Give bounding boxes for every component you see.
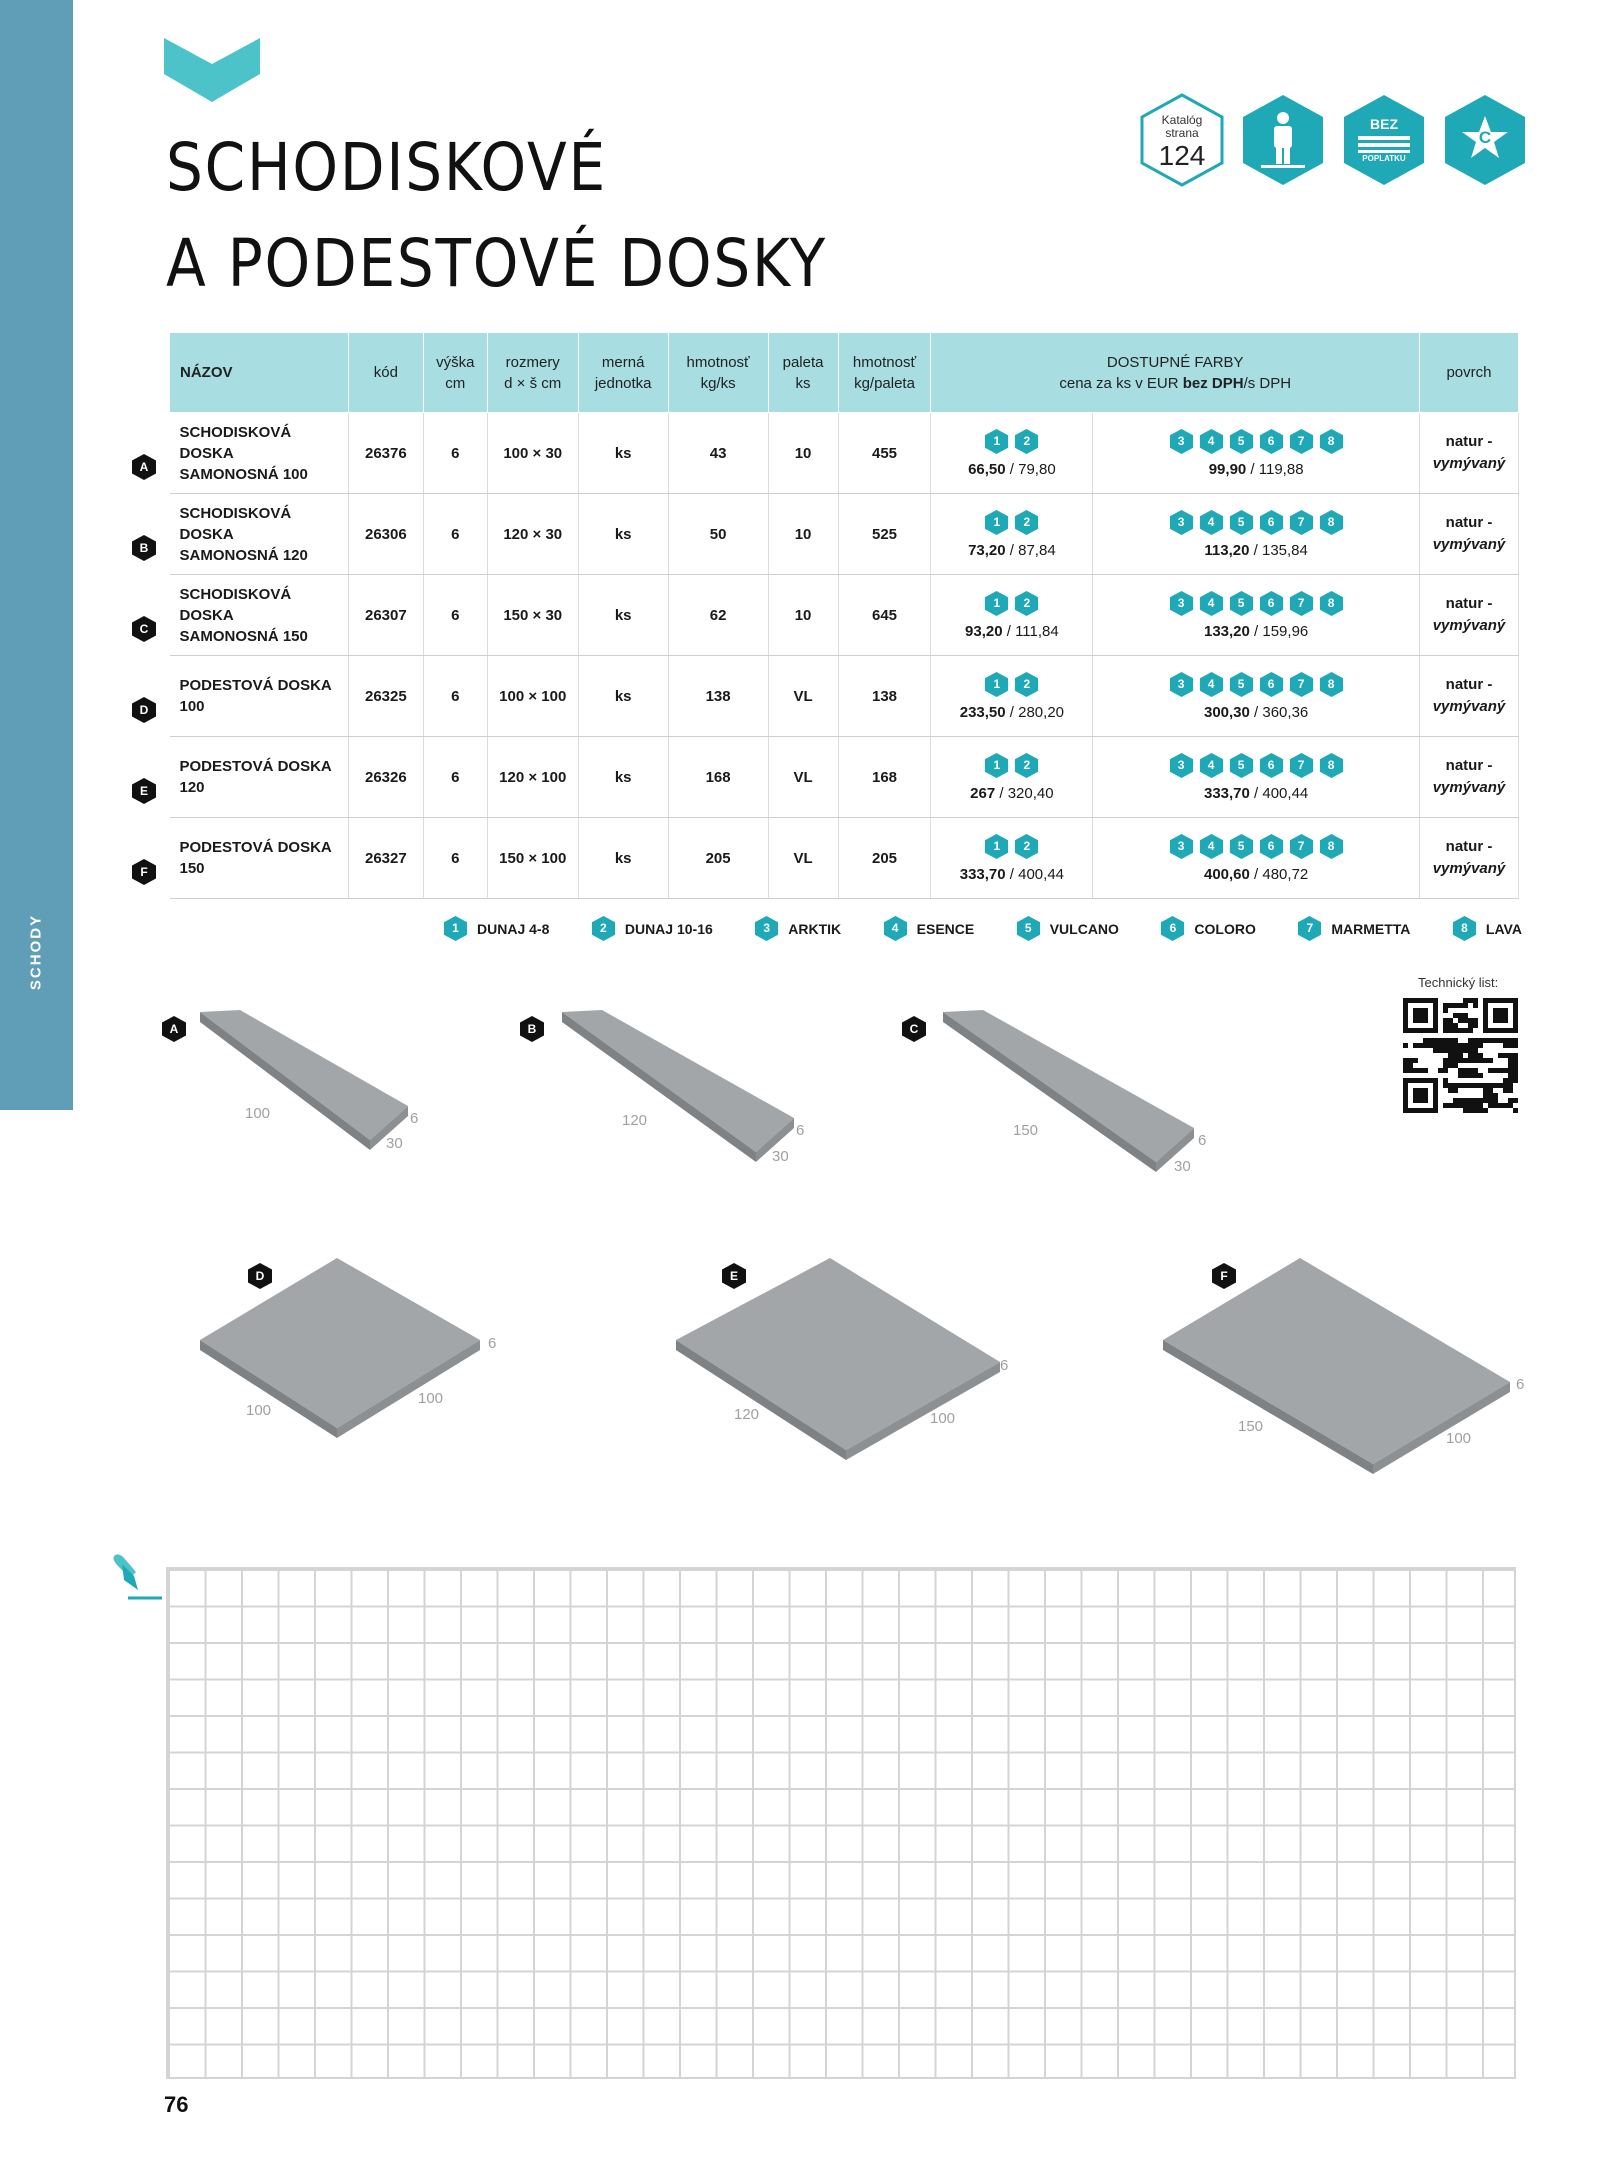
header-colors-1: DOSTUPNÉ FARBY [1106, 353, 1244, 371]
catalog-label: Katalóg strana [1161, 113, 1203, 140]
color-swatch-icon: 1 [983, 833, 1010, 860]
color-swatch-icon: 1 [983, 671, 1010, 698]
legend-swatch-icon: 6 [1159, 915, 1186, 942]
cell-pallet-weight: 205 [838, 818, 931, 899]
cell-unit: ks [578, 494, 668, 575]
color-swatch-icon: 8 [1318, 509, 1345, 536]
cell-code: 26327 [348, 818, 423, 899]
color-swatch-icon: 5 [1228, 509, 1255, 536]
cell-height: 6 [423, 737, 487, 818]
cell-unit: ks [578, 656, 668, 737]
cell-pallet-weight: 645 [838, 575, 931, 656]
drawing-letter-badge: F [1210, 1262, 1238, 1290]
color-swatch-icon: 3 [1168, 833, 1195, 860]
cell-size: 150 × 30 [487, 575, 578, 656]
row-letter-badge: C [130, 615, 158, 643]
row-letter-badge: B [130, 534, 158, 562]
cell-name: PODESTOVÁ DOSKA 150 [170, 818, 349, 899]
dim-length: 150 [1013, 1122, 1039, 1139]
color-swatch-icon: 4 [1198, 752, 1225, 779]
header-pallet-2: ks [795, 374, 811, 392]
side-tab-label: SCHODY [27, 913, 45, 991]
title-line-2: A PODESTOVÉ DOSKY [166, 225, 828, 302]
color-swatch-icon: 7 [1288, 671, 1315, 698]
color-swatch-icon: 2 [1013, 428, 1040, 455]
cell-pallet: VL [768, 818, 838, 899]
color-swatch-icon: 7 [1288, 752, 1315, 779]
cell-surface: natur - vymývaný [1419, 413, 1518, 494]
color-swatch-icon: 2 [1013, 671, 1040, 698]
cell-price-group-a: 1 2 93,20 / 111,84 [931, 575, 1093, 656]
cell-surface: natur - vymývaný [1419, 575, 1518, 656]
color-swatch-icon: 1 [983, 428, 1010, 455]
color-swatch-icon: 7 [1288, 428, 1315, 455]
header-colors-2a: cena za ks v EUR [1059, 374, 1183, 392]
star-letter: C [1478, 128, 1492, 147]
cell-size: 120 × 100 [487, 737, 578, 818]
cell-weight: 205 [668, 818, 768, 899]
color-swatch-icon: 5 [1228, 833, 1255, 860]
color-swatch-icon: 2 [1013, 752, 1040, 779]
cell-name: PODESTOVÁ DOSKA 120 [170, 737, 349, 818]
color-swatch-icon: 3 [1168, 752, 1195, 779]
header-pw-2: kg/paleta [854, 374, 915, 392]
dim-height: 6 [1516, 1376, 1525, 1393]
color-swatch-icon: 3 [1168, 428, 1195, 455]
dim-depth: 30 [386, 1135, 403, 1152]
color-swatch-icon: 6 [1258, 833, 1285, 860]
drawing-letter-badge: E [720, 1262, 748, 1290]
dim-depth: 100 [418, 1390, 444, 1407]
title-line-1: SCHODISKOVÉ [166, 129, 607, 206]
dim-depth: 30 [1174, 1158, 1191, 1175]
drawing-letter-badge: D [246, 1262, 274, 1290]
dim-length: 100 [246, 1402, 272, 1419]
color-swatch-icon: 6 [1258, 428, 1285, 455]
cell-name: SCHODISKOVÁ DOSKA SAMONOSNÁ 150 [170, 575, 349, 656]
cell-size: 120 × 30 [487, 494, 578, 575]
cell-weight: 62 [668, 575, 768, 656]
legend-label: ARKTIK [788, 920, 842, 937]
color-swatch-icon: 3 [1168, 509, 1195, 536]
cell-price-group-a: 1 2 333,70 / 400,44 [931, 818, 1093, 899]
legend-swatch-icon: 2 [590, 915, 617, 942]
cell-unit: ks [578, 575, 668, 656]
color-swatch-icon: 5 [1228, 752, 1255, 779]
cell-unit: ks [578, 818, 668, 899]
cell-height: 6 [423, 656, 487, 737]
header-surface: povrch [1419, 333, 1518, 413]
dim-height: 6 [796, 1122, 805, 1139]
color-swatch-icon: 4 [1198, 428, 1225, 455]
color-swatch-icon: 5 [1228, 590, 1255, 617]
color-swatch-icon: 1 [983, 590, 1010, 617]
legend-label: MARMETTA [1331, 920, 1411, 937]
dim-length: 100 [245, 1105, 271, 1122]
cell-price-group-a: 1 2 267 / 320,40 [931, 737, 1093, 818]
cell-weight: 138 [668, 656, 768, 737]
cell-price-group-b: 3 4 5 6 7 8 333,70 / 400,44 [1093, 737, 1420, 818]
cell-unit: ks [578, 413, 668, 494]
cell-size: 150 × 100 [487, 818, 578, 899]
cell-pallet: 10 [768, 413, 838, 494]
cell-code: 26326 [348, 737, 423, 818]
cell-surface: natur - vymývaný [1419, 656, 1518, 737]
color-swatch-icon: 1 [983, 509, 1010, 536]
cell-name: SCHODISKOVÁ DOSKA SAMONOSNÁ 120 [170, 494, 349, 575]
cell-pallet: VL [768, 737, 838, 818]
cell-pallet-weight: 455 [838, 413, 931, 494]
cell-code: 26325 [348, 656, 423, 737]
dim-height: 6 [488, 1335, 497, 1352]
color-swatch-icon: 3 [1168, 590, 1195, 617]
cell-weight: 50 [668, 494, 768, 575]
color-swatch-icon: 4 [1198, 509, 1225, 536]
color-swatch-icon: 8 [1318, 752, 1345, 779]
cell-height: 6 [423, 494, 487, 575]
color-swatch-icon: 2 [1013, 833, 1040, 860]
cell-height: 6 [423, 575, 487, 656]
cell-code: 26306 [348, 494, 423, 575]
cell-price-group-a: 1 2 73,20 / 87,84 [931, 494, 1093, 575]
header-unit-1: merná [601, 353, 645, 371]
color-swatch-icon: 2 [1013, 590, 1040, 617]
cell-pallet: VL [768, 656, 838, 737]
header-weight-1: hmotnosť [686, 353, 750, 371]
color-swatch-icon: 6 [1258, 752, 1285, 779]
legend-label: VULCANO [1049, 920, 1119, 937]
color-swatch-icon: 1 [983, 752, 1010, 779]
free-bottom-label: POPLATKU [1362, 154, 1406, 163]
color-swatch-icon: 4 [1198, 833, 1225, 860]
color-swatch-icon: 7 [1288, 833, 1315, 860]
drawing-letter-badge: C [900, 1015, 928, 1043]
cell-height: 6 [423, 413, 487, 494]
header-weight-2: kg/ks [700, 374, 736, 392]
drawing-letter-badge: B [518, 1015, 546, 1043]
header-name: NÁZOV [170, 333, 349, 413]
cell-name: PODESTOVÁ DOSKA 100 [170, 656, 349, 737]
legend-label: LAVA [1485, 920, 1522, 937]
color-swatch-icon: 7 [1288, 590, 1315, 617]
row-letter-badge: D [130, 696, 158, 724]
header-pallet-1: paleta [782, 353, 824, 371]
header-height: výška cm [423, 333, 487, 413]
cell-height: 6 [423, 818, 487, 899]
cell-price-group-b: 3 4 5 6 7 8 300,30 / 360,36 [1093, 656, 1420, 737]
header-size-2: d × š cm [504, 374, 562, 392]
cell-surface: natur - vymývaný [1419, 737, 1518, 818]
color-swatch-icon: 5 [1228, 428, 1255, 455]
dim-depth: 30 [772, 1148, 789, 1165]
qr-label: Technický list: [1418, 975, 1499, 990]
cell-size: 100 × 100 [487, 656, 578, 737]
page-number: 76 [164, 2092, 189, 2117]
color-swatch-icon: 8 [1318, 671, 1345, 698]
legend-swatch-icon: 8 [1451, 915, 1478, 942]
drawing-letter-badge: A [160, 1015, 188, 1043]
color-swatch-icon: 6 [1258, 509, 1285, 536]
legend-swatch-icon: 1 [442, 915, 469, 942]
cell-price-group-b: 3 4 5 6 7 8 99,90 / 119,88 [1093, 413, 1420, 494]
notes-grid [166, 1567, 1516, 2079]
cell-pallet-weight: 138 [838, 656, 931, 737]
cell-code: 26376 [348, 413, 423, 494]
dim-height: 6 [410, 1110, 419, 1127]
color-swatch-icon: 6 [1258, 671, 1285, 698]
color-swatch-icon: 5 [1228, 671, 1255, 698]
header-colors-2c: /s DPH [1243, 374, 1292, 392]
dim-height: 6 [1198, 1132, 1207, 1149]
cell-price-group-a: 1 2 233,50 / 280,20 [931, 656, 1093, 737]
cell-price-group-b: 3 4 5 6 7 8 400,60 / 480,72 [1093, 818, 1420, 899]
color-swatch-icon: 4 [1198, 590, 1225, 617]
catalog-page-number: 124 [1158, 140, 1206, 171]
dim-height: 6 [1000, 1357, 1009, 1374]
cell-unit: ks [578, 737, 668, 818]
dim-depth: 100 [1446, 1430, 1472, 1447]
cell-pallet-weight: 525 [838, 494, 931, 575]
legend-label: DUNAJ 10-16 [624, 920, 713, 937]
color-swatch-icon: 3 [1168, 671, 1195, 698]
cell-price-group-b: 3 4 5 6 7 8 113,20 / 135,84 [1093, 494, 1420, 575]
cell-weight: 43 [668, 413, 768, 494]
cell-surface: natur - vymývaný [1419, 494, 1518, 575]
cell-pallet: 10 [768, 494, 838, 575]
header-unit-2: jednotka [594, 374, 652, 392]
legend-label: DUNAJ 4-8 [477, 920, 550, 937]
cell-surface: natur - vymývaný [1419, 818, 1518, 899]
header-pw-1: hmotnosť [852, 353, 917, 371]
color-swatch-icon: 7 [1288, 509, 1315, 536]
dim-length: 120 [622, 1112, 648, 1129]
cell-name: SCHODISKOVÁ DOSKA SAMONOSNÁ 100 [170, 413, 349, 494]
dim-length: 120 [734, 1406, 760, 1423]
legend-label: COLORO [1194, 920, 1256, 937]
cell-price-group-a: 1 2 66,50 / 79,80 [931, 413, 1093, 494]
cell-size: 100 × 30 [487, 413, 578, 494]
row-letter-badge: A [130, 453, 158, 481]
color-swatch-icon: 4 [1198, 671, 1225, 698]
color-swatch-icon: 8 [1318, 833, 1345, 860]
cell-weight: 168 [668, 737, 768, 818]
legend-swatch-icon: 7 [1296, 915, 1323, 942]
color-swatch-icon: 2 [1013, 509, 1040, 536]
header-size-1: rozmery [505, 353, 560, 371]
row-letter-badge: F [130, 858, 158, 886]
dim-length: 150 [1238, 1418, 1264, 1435]
cell-code: 26307 [348, 575, 423, 656]
legend-label: ESENCE [916, 920, 975, 937]
pencil-note-icon [108, 1550, 164, 1606]
free-top-label: BEZ [1370, 116, 1398, 132]
header-colors-2b: bez DPH [1182, 374, 1244, 392]
color-swatch-icon: 6 [1258, 590, 1285, 617]
header-code: kód [348, 333, 423, 413]
legend-swatch-icon: 5 [1015, 915, 1042, 942]
legend-swatch-icon: 3 [753, 915, 780, 942]
row-letter-badge: E [130, 777, 158, 805]
color-swatch-icon: 8 [1318, 590, 1345, 617]
legend-swatch-icon: 4 [882, 915, 909, 942]
cell-pallet-weight: 168 [838, 737, 931, 818]
dim-depth: 100 [930, 1410, 956, 1427]
cell-pallet: 10 [768, 575, 838, 656]
color-swatch-icon: 8 [1318, 428, 1345, 455]
cell-price-group-b: 3 4 5 6 7 8 133,20 / 159,96 [1093, 575, 1420, 656]
